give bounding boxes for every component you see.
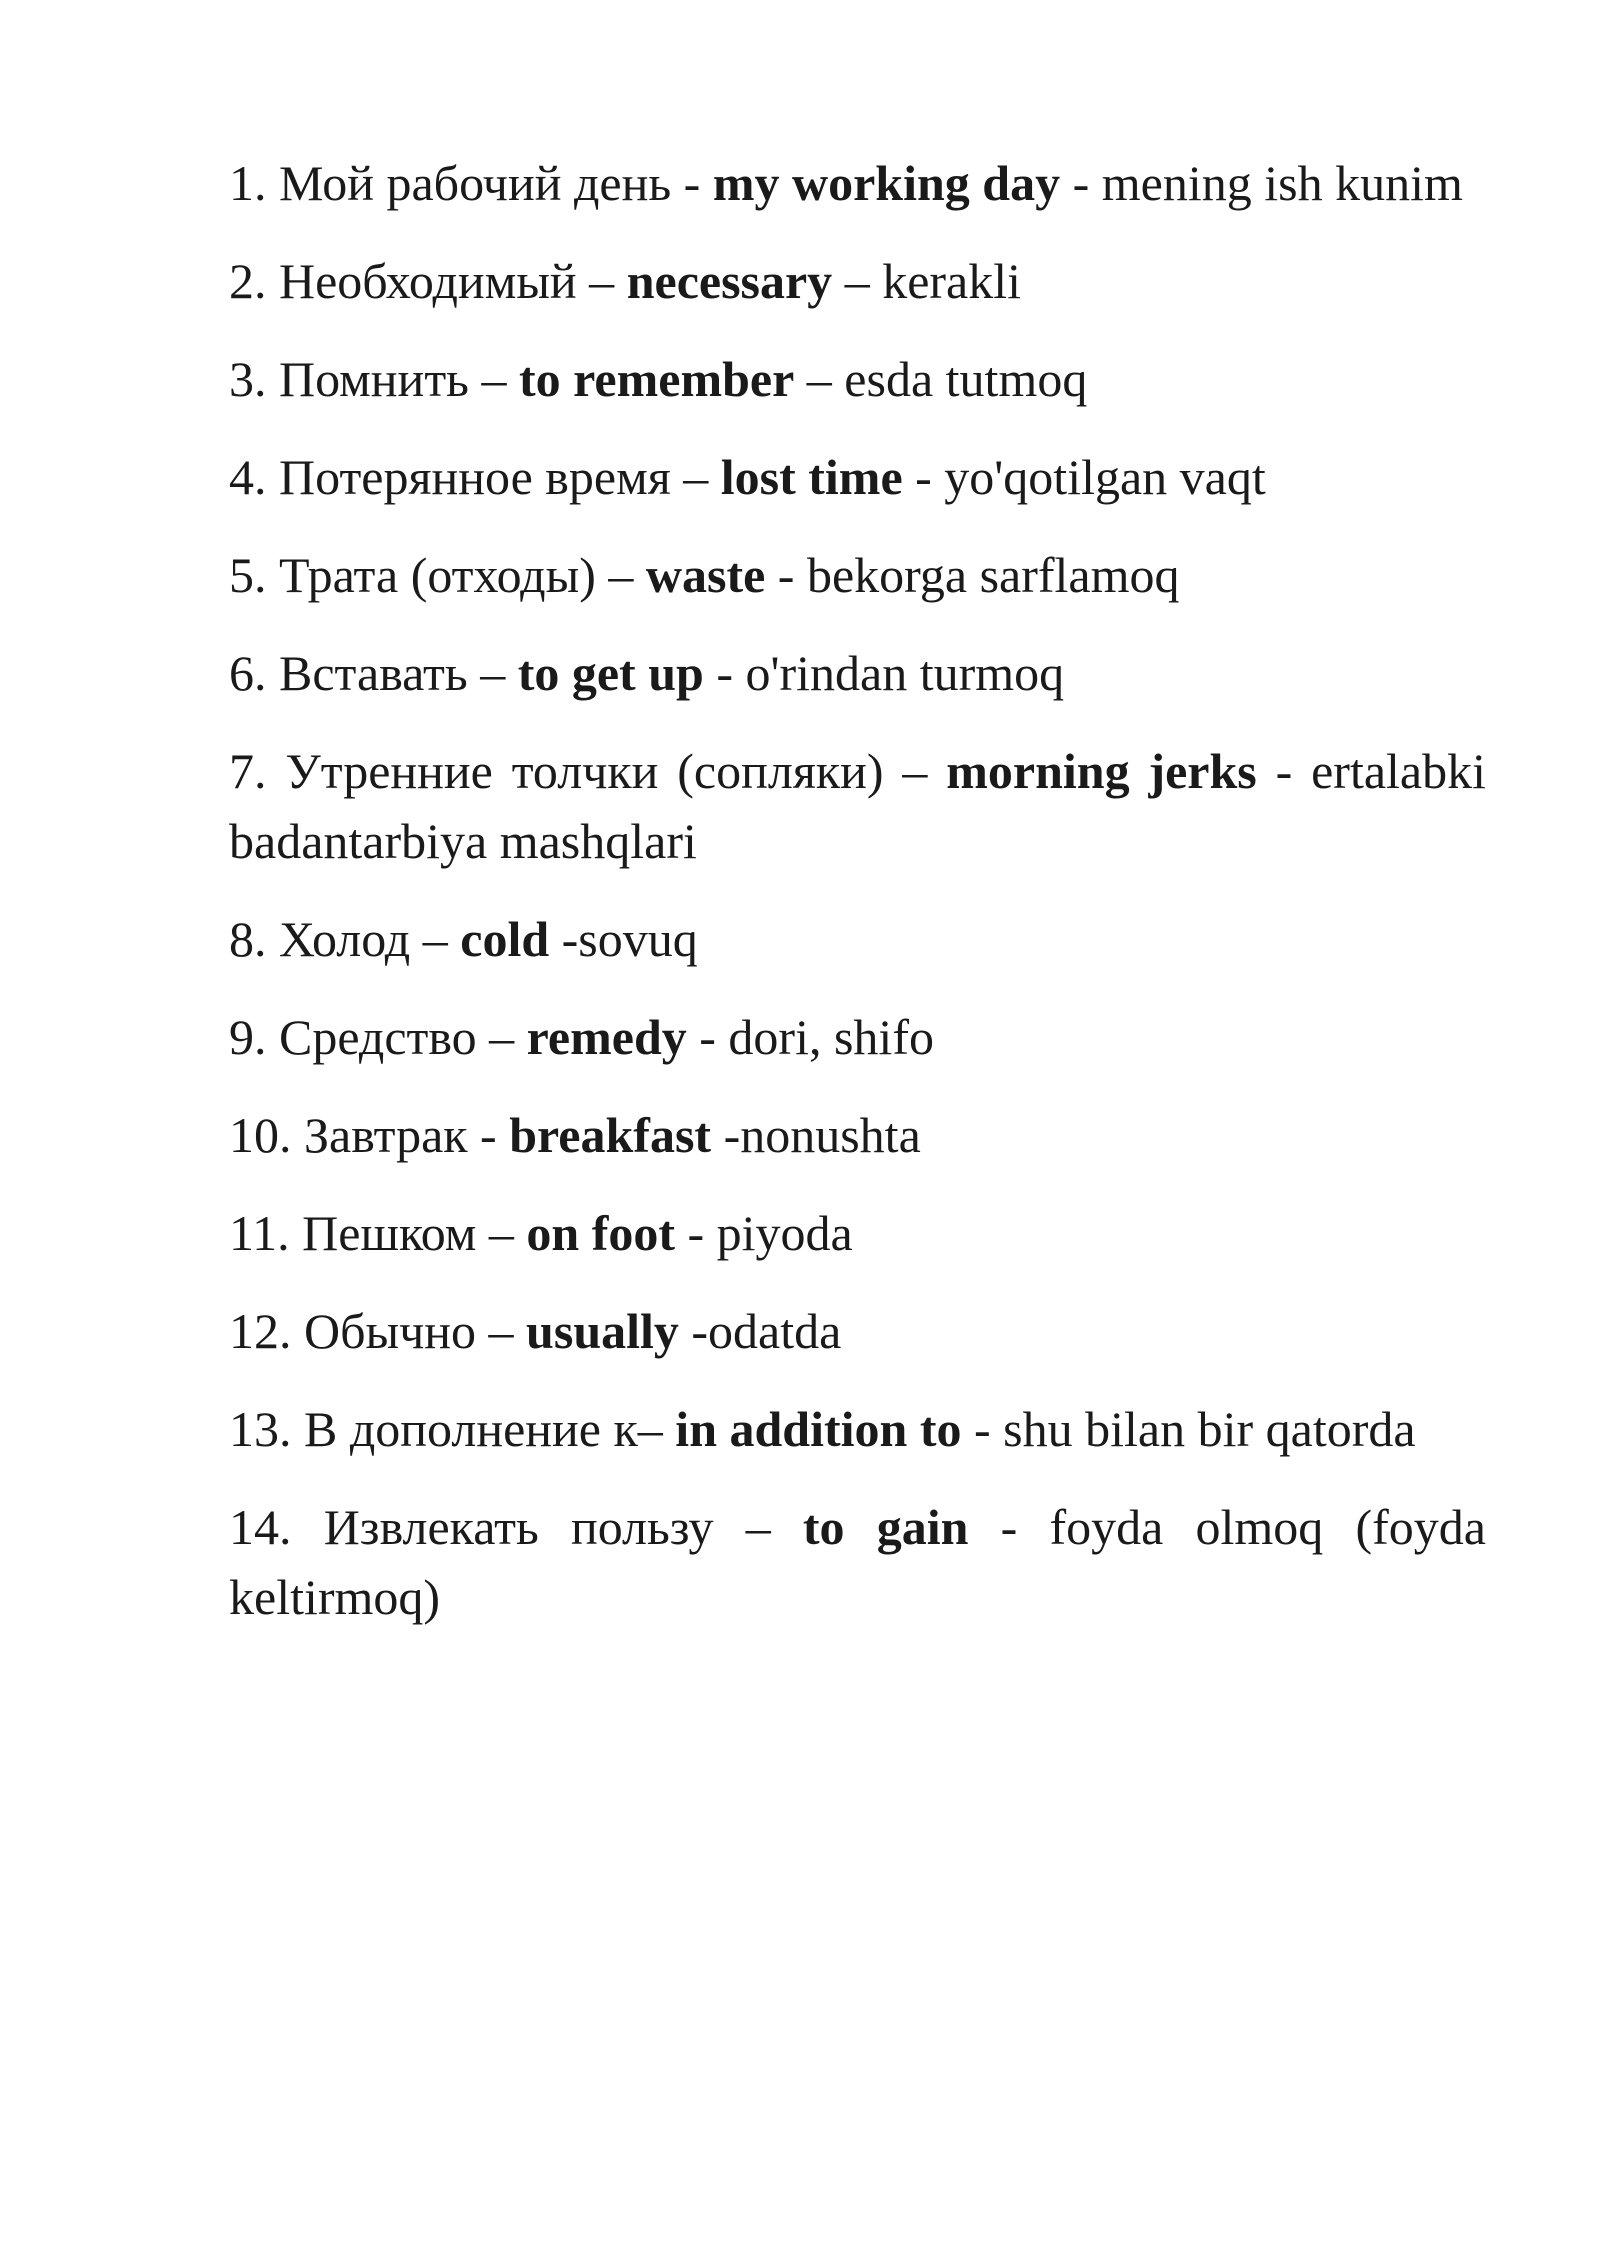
vocab-entry-7 bbox=[229, 736, 1486, 876]
uzbek-term: - o'rindan turmoq bbox=[703, 645, 1065, 701]
english-term: breakfast bbox=[509, 1107, 712, 1163]
uzbek-term: - dori, shifo bbox=[686, 1009, 934, 1065]
russian-term: Пешком – bbox=[302, 1205, 527, 1261]
russian-term: Обычно – bbox=[304, 1303, 527, 1359]
russian-term: Утренние толчки (сопляки) – bbox=[285, 743, 947, 799]
english-term: in addition to bbox=[675, 1401, 962, 1457]
vocab-entry-8 bbox=[229, 904, 1486, 974]
entry-number: 14. bbox=[229, 1499, 292, 1555]
uzbek-term: - bekorga sarflamoq bbox=[765, 547, 1180, 603]
vocab-entry-10 bbox=[229, 1100, 1486, 1170]
entry-number: 2. bbox=[229, 253, 267, 309]
entry-number: 1. bbox=[229, 155, 267, 211]
entry-number: 8. bbox=[229, 911, 267, 967]
russian-term: Трата (отходы) – bbox=[279, 547, 646, 603]
english-term: to gain bbox=[802, 1499, 969, 1555]
russian-term: В дополнение к– bbox=[304, 1401, 676, 1457]
english-term: usually bbox=[526, 1303, 679, 1359]
uzbek-term: - piyoda bbox=[675, 1205, 853, 1261]
vocab-entry-4 bbox=[229, 442, 1486, 512]
uzbek-term: - foyda olmoq (foyda keltirmoq) bbox=[229, 1499, 1486, 1625]
russian-term: Помнить – bbox=[279, 351, 519, 407]
vocab-entry-3 bbox=[229, 344, 1486, 414]
entry-number: 6. bbox=[229, 645, 267, 701]
vocab-entry-11 bbox=[229, 1198, 1486, 1268]
uzbek-term: -odatda bbox=[678, 1303, 842, 1359]
english-term: on foot bbox=[526, 1205, 676, 1261]
vocab-entry-12 bbox=[229, 1296, 1486, 1366]
vocab-entry-1 bbox=[229, 148, 1486, 218]
entry-number: 12. bbox=[229, 1303, 292, 1359]
entry-number: 7. bbox=[229, 743, 267, 799]
russian-term: Необходимый – bbox=[279, 253, 627, 309]
entry-number: 11. bbox=[229, 1205, 290, 1261]
english-term: my working day bbox=[712, 155, 1061, 211]
russian-term: Извлекать пользу – bbox=[323, 1499, 803, 1555]
entry-number: 13. bbox=[229, 1401, 292, 1457]
russian-term: Завтрак - bbox=[304, 1107, 510, 1163]
english-term: necessary bbox=[626, 253, 833, 309]
english-term: remedy bbox=[526, 1009, 687, 1065]
entry-number: 9. bbox=[229, 1009, 267, 1065]
vocab-entry-2 bbox=[229, 246, 1486, 316]
vocab-entry-5 bbox=[229, 540, 1486, 610]
vocab-entry-9 bbox=[229, 1002, 1486, 1072]
russian-term: Потерянное время – bbox=[279, 449, 721, 505]
vocab-entry-14 bbox=[229, 1492, 1486, 1632]
english-term: lost time bbox=[720, 449, 903, 505]
entry-number: 4. bbox=[229, 449, 267, 505]
english-term: cold bbox=[460, 911, 550, 967]
uzbek-term: - yo'qotilgan vaqt bbox=[902, 449, 1266, 505]
vocabulary-list bbox=[229, 148, 1486, 1660]
vocab-entry-13 bbox=[229, 1394, 1486, 1464]
uzbek-term: - ertalabki badantarbiya mashqlari bbox=[229, 743, 1487, 869]
entry-number: 3. bbox=[229, 351, 267, 407]
uzbek-term: - mening ish kunim bbox=[1060, 155, 1463, 211]
uzbek-term: -nonushta bbox=[711, 1107, 921, 1163]
uzbek-term: - shu bilan bir qatorda bbox=[961, 1401, 1416, 1457]
uzbek-term: -sovuq bbox=[549, 911, 698, 967]
russian-term: Холод – bbox=[279, 911, 461, 967]
english-term: waste bbox=[645, 547, 766, 603]
english-term: morning jerks bbox=[946, 743, 1257, 799]
russian-term: Средство – bbox=[279, 1009, 527, 1065]
english-term: to get up bbox=[517, 645, 704, 701]
english-term: to remember bbox=[518, 351, 795, 407]
russian-term: Вставать – bbox=[279, 645, 518, 701]
uzbek-term: – kerakli bbox=[832, 253, 1022, 309]
entry-number: 10. bbox=[229, 1107, 292, 1163]
russian-term: Мой рабочий день - bbox=[279, 155, 713, 211]
entry-number: 5. bbox=[229, 547, 267, 603]
uzbek-term: – esda tutmoq bbox=[794, 351, 1088, 407]
vocab-entry-6 bbox=[229, 638, 1486, 708]
